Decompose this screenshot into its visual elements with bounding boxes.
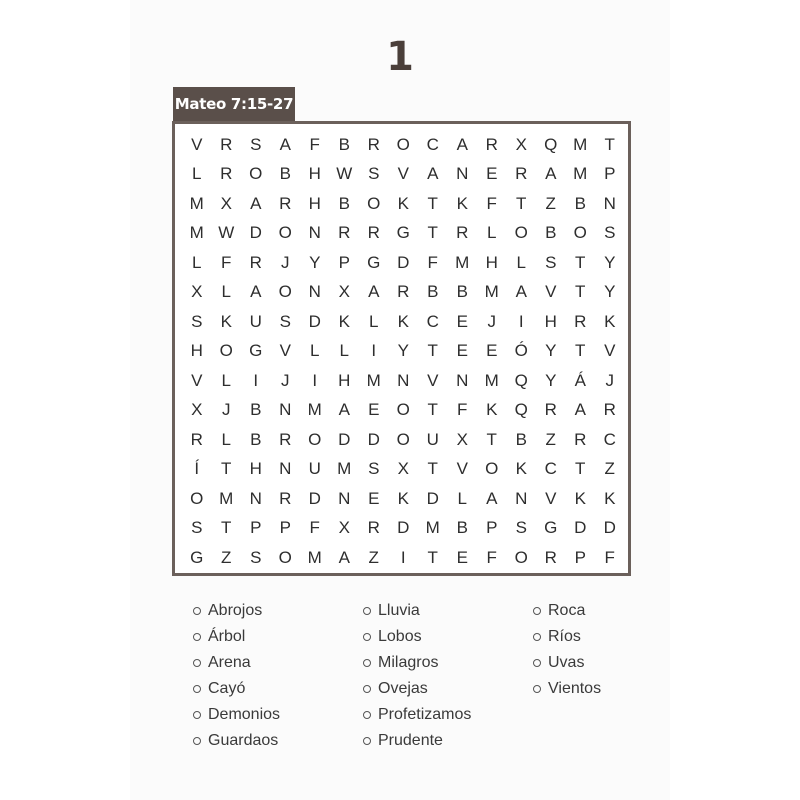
grid-letter[interactable]: R <box>574 311 587 331</box>
word-label: Uvas <box>548 654 585 671</box>
grid-letter[interactable]: O <box>278 282 292 302</box>
grid-letter[interactable]: L <box>192 164 202 184</box>
grid-letter[interactable]: U <box>426 429 439 449</box>
grid-letter[interactable]: A <box>486 488 498 508</box>
grid-letter[interactable]: T <box>575 459 586 479</box>
grid-letter[interactable]: C <box>603 429 616 449</box>
grid-letter[interactable]: O <box>396 429 410 449</box>
grid-letter[interactable]: A <box>279 134 291 154</box>
grid-letter[interactable]: U <box>308 459 321 479</box>
grid-letter[interactable]: J <box>487 311 496 331</box>
grid-letter[interactable]: I <box>253 370 259 390</box>
grid-letter[interactable]: M <box>189 193 204 213</box>
grid-letter[interactable]: P <box>486 518 498 538</box>
word-list <box>193 598 633 758</box>
checkbox-circle-icon[interactable] <box>193 607 201 615</box>
grid-letter[interactable]: Í <box>194 459 200 479</box>
grid-letter[interactable]: T <box>221 518 232 538</box>
grid-letter[interactable]: E <box>456 341 468 361</box>
grid-letter[interactable]: S <box>368 164 380 184</box>
grid-letter[interactable]: K <box>397 488 409 508</box>
grid-letter[interactable]: L <box>457 488 467 508</box>
grid-letter[interactable]: R <box>574 429 587 449</box>
word-label: Lluvia <box>378 602 420 619</box>
word-list-item <box>363 676 471 702</box>
grid-letter[interactable]: N <box>308 282 321 302</box>
word-label: Vientos <box>548 680 602 697</box>
grid-letter[interactable]: A <box>250 193 262 213</box>
grid-letter[interactable]: J <box>281 370 290 390</box>
grid-letter[interactable]: O <box>190 488 204 508</box>
grid-letter[interactable]: O <box>219 341 233 361</box>
grid-letter[interactable]: V <box>397 164 409 184</box>
grid-letter[interactable]: R <box>279 488 292 508</box>
word-list-item <box>533 650 601 676</box>
grid-letter[interactable]: E <box>486 341 498 361</box>
grid-letter[interactable]: Z <box>604 459 615 479</box>
grid-letter[interactable]: A <box>250 282 262 302</box>
grid-letter[interactable]: F <box>486 193 497 213</box>
grid-letter[interactable]: L <box>369 311 379 331</box>
word-list-item <box>193 650 280 676</box>
grid-letter[interactable]: O <box>573 223 587 243</box>
grid-letter[interactable]: R <box>279 429 292 449</box>
grid-letter[interactable]: M <box>425 518 440 538</box>
grid-letter[interactable]: K <box>574 488 586 508</box>
checkbox-circle-icon[interactable] <box>363 737 371 745</box>
grid-letter[interactable]: D <box>397 518 410 538</box>
word-list-item <box>193 702 280 728</box>
word-label: Milagros <box>378 654 439 671</box>
grid-letter[interactable]: B <box>456 282 468 302</box>
grid-letter[interactable]: T <box>604 134 615 154</box>
word-search-grid <box>182 130 625 573</box>
page-number: 1 <box>386 34 414 80</box>
grid-letter[interactable]: C <box>544 459 557 479</box>
grid-letter[interactable]: P <box>574 547 586 567</box>
checkbox-circle-icon[interactable] <box>533 633 541 641</box>
grid-letter[interactable]: G <box>249 341 263 361</box>
checkbox-circle-icon[interactable] <box>193 711 201 719</box>
grid-letter[interactable]: J <box>222 400 231 420</box>
grid-letter[interactable]: L <box>221 282 231 302</box>
word-label: Demonios <box>208 706 281 723</box>
grid-letter[interactable]: V <box>456 459 468 479</box>
grid-letter[interactable]: S <box>279 311 291 331</box>
grid-letter[interactable]: U <box>249 311 262 331</box>
grid-letter[interactable]: O <box>278 223 292 243</box>
word-list-item <box>363 728 471 754</box>
grid-letter[interactable]: M <box>307 547 322 567</box>
grid-letter[interactable]: R <box>515 164 528 184</box>
grid-letter[interactable]: B <box>279 164 291 184</box>
checkbox-circle-icon[interactable] <box>193 659 201 667</box>
grid-letter[interactable]: W <box>336 164 353 184</box>
checkbox-circle-icon[interactable] <box>193 633 201 641</box>
word-list-item <box>193 728 280 754</box>
grid-letter[interactable]: H <box>190 341 203 361</box>
word-label: Profetizamos <box>378 706 472 723</box>
grid-letter[interactable]: F <box>309 134 320 154</box>
grid-letter[interactable]: J <box>605 370 614 390</box>
grid-letter[interactable]: N <box>279 459 292 479</box>
grid-letter[interactable]: N <box>456 164 469 184</box>
grid-letter[interactable]: B <box>427 282 439 302</box>
grid-letter[interactable]: T <box>427 459 438 479</box>
grid-letter[interactable]: M <box>573 134 588 154</box>
grid-letter[interactable]: E <box>368 400 380 420</box>
grid-letter[interactable]: O <box>485 459 499 479</box>
checkbox-circle-icon[interactable] <box>533 659 541 667</box>
grid-letter[interactable]: B <box>545 223 557 243</box>
grid-letter[interactable]: H <box>308 164 321 184</box>
word-label: Lobos <box>378 628 422 645</box>
grid-letter[interactable]: K <box>486 400 498 420</box>
word-list-item <box>533 624 601 650</box>
grid-letter[interactable]: S <box>368 459 380 479</box>
checkbox-circle-icon[interactable] <box>363 685 371 693</box>
grid-letter[interactable]: Ó <box>514 341 528 361</box>
grid-letter[interactable]: M <box>307 400 322 420</box>
grid-letter[interactable]: F <box>221 252 232 272</box>
grid-letter[interactable]: R <box>397 282 410 302</box>
grid-letter[interactable]: Q <box>514 370 528 390</box>
grid-letter[interactable]: D <box>397 252 410 272</box>
checkbox-circle-icon[interactable] <box>363 633 371 641</box>
puzzle-title-tab: Mateo 7:15-27 <box>173 87 295 121</box>
grid-letter[interactable]: O <box>396 134 410 154</box>
grid-letter[interactable]: A <box>545 164 557 184</box>
grid-letter[interactable]: K <box>604 311 616 331</box>
grid-letter[interactable]: S <box>604 223 616 243</box>
grid-letter[interactable]: O <box>249 164 263 184</box>
grid-letter[interactable]: B <box>338 193 350 213</box>
word-column <box>533 598 601 702</box>
grid-letter[interactable]: K <box>604 488 616 508</box>
grid-letter[interactable]: N <box>249 488 262 508</box>
grid-letter[interactable]: R <box>220 164 233 184</box>
grid-letter[interactable]: Z <box>221 547 232 567</box>
grid-letter[interactable]: T <box>575 252 586 272</box>
grid-letter[interactable]: M <box>484 282 499 302</box>
checkbox-circle-icon[interactable] <box>533 607 541 615</box>
grid-letter[interactable]: R <box>544 547 557 567</box>
grid-letter[interactable]: B <box>338 134 350 154</box>
grid-letter[interactable]: D <box>574 518 587 538</box>
grid-letter[interactable]: E <box>456 547 468 567</box>
grid-letter[interactable]: O <box>514 547 528 567</box>
grid-letter[interactable]: Y <box>545 341 557 361</box>
grid-letter[interactable]: Y <box>604 282 616 302</box>
grid-letter[interactable]: S <box>250 547 262 567</box>
grid-letter[interactable]: S <box>191 311 203 331</box>
grid-letter[interactable]: S <box>545 252 557 272</box>
grid-letter[interactable]: J <box>281 252 290 272</box>
grid-letter[interactable]: O <box>514 223 528 243</box>
grid-letter[interactable]: H <box>485 252 498 272</box>
grid-letter[interactable]: G <box>367 252 381 272</box>
grid-letter[interactable]: R <box>544 400 557 420</box>
grid-letter[interactable]: A <box>515 282 527 302</box>
grid-letter[interactable]: H <box>308 193 321 213</box>
grid-letter[interactable]: L <box>516 252 526 272</box>
grid-letter[interactable]: T <box>221 459 232 479</box>
grid-letter[interactable]: T <box>486 429 497 449</box>
grid-letter[interactable]: L <box>192 252 202 272</box>
grid-letter[interactable]: R <box>220 134 233 154</box>
grid-letter[interactable]: D <box>367 429 380 449</box>
word-label: Cayó <box>208 680 246 697</box>
grid-letter[interactable]: R <box>367 134 380 154</box>
grid-letter[interactable]: R <box>338 223 351 243</box>
grid-letter[interactable]: A <box>368 282 380 302</box>
grid-letter[interactable]: N <box>456 370 469 390</box>
grid-letter[interactable]: D <box>426 488 439 508</box>
grid-letter[interactable]: S <box>515 518 527 538</box>
checkbox-circle-icon[interactable] <box>193 685 201 693</box>
grid-letter[interactable]: Z <box>368 547 379 567</box>
grid-letter[interactable]: A <box>338 400 350 420</box>
grid-letter[interactable]: M <box>366 370 381 390</box>
word-list-item <box>363 702 471 728</box>
grid-letter[interactable]: Y <box>397 341 409 361</box>
grid-letter[interactable]: S <box>250 134 262 154</box>
grid-letter[interactable]: L <box>221 370 231 390</box>
grid-letter[interactable]: D <box>249 223 262 243</box>
grid-letter[interactable]: B <box>515 429 527 449</box>
grid-letter[interactable]: W <box>218 223 235 243</box>
grid-letter[interactable]: H <box>544 311 557 331</box>
grid-letter[interactable]: X <box>515 134 527 154</box>
grid-letter[interactable]: Z <box>545 429 556 449</box>
grid-letter[interactable]: R <box>367 223 380 243</box>
grid-letter[interactable]: I <box>518 311 524 331</box>
word-list-item <box>193 624 280 650</box>
grid-letter[interactable]: B <box>456 518 468 538</box>
grid-letter[interactable]: V <box>427 370 439 390</box>
grid-letter[interactable]: R <box>190 429 203 449</box>
word-list-item <box>533 598 601 624</box>
word-label: Guardaos <box>208 732 279 749</box>
word-column <box>363 598 471 754</box>
grid-letter[interactable]: F <box>604 547 615 567</box>
grid-letter[interactable]: K <box>397 311 409 331</box>
word-list-item <box>193 676 280 702</box>
grid-letter[interactable]: N <box>603 193 616 213</box>
grid-letter[interactable]: L <box>310 341 320 361</box>
word-label: Ovejas <box>378 680 428 697</box>
grid-letter[interactable]: A <box>574 400 586 420</box>
grid-letter[interactable]: T <box>516 193 527 213</box>
grid-letter[interactable]: P <box>250 518 262 538</box>
grid-letter[interactable]: N <box>397 370 410 390</box>
grid-letter[interactable]: B <box>250 429 262 449</box>
grid-letter[interactable]: L <box>339 341 349 361</box>
grid-letter[interactable]: F <box>309 518 320 538</box>
grid-letter[interactable]: D <box>338 429 351 449</box>
grid-letter[interactable]: T <box>575 282 586 302</box>
grid-letter[interactable]: G <box>396 223 410 243</box>
grid-letter[interactable]: K <box>338 311 350 331</box>
grid-letter[interactable]: V <box>604 341 616 361</box>
grid-letter[interactable]: S <box>191 518 203 538</box>
grid-letter[interactable]: T <box>427 223 438 243</box>
grid-letter[interactable]: M <box>219 488 234 508</box>
grid-letter[interactable]: I <box>371 341 377 361</box>
grid-letter[interactable]: C <box>426 134 439 154</box>
grid-letter[interactable]: Y <box>604 252 616 272</box>
word-list-item <box>363 624 471 650</box>
grid-letter[interactable]: X <box>456 429 468 449</box>
word-list-item <box>193 598 280 624</box>
grid-letter[interactable]: V <box>279 341 291 361</box>
grid-letter[interactable]: O <box>396 400 410 420</box>
grid-letter[interactable]: T <box>575 341 586 361</box>
grid-letter[interactable]: N <box>279 400 292 420</box>
grid-letter[interactable]: M <box>189 223 204 243</box>
grid-letter[interactable]: F <box>486 547 497 567</box>
grid-letter[interactable]: K <box>397 193 409 213</box>
grid-letter[interactable]: K <box>220 311 232 331</box>
word-list-item <box>363 598 471 624</box>
grid-letter[interactable]: P <box>604 164 616 184</box>
word-label: Arena <box>208 654 251 671</box>
grid-letter[interactable]: Z <box>545 193 556 213</box>
grid-letter[interactable]: X <box>220 193 232 213</box>
grid-letter[interactable]: D <box>308 488 321 508</box>
grid-letter[interactable]: Y <box>309 252 321 272</box>
grid-letter[interactable]: Q <box>544 134 558 154</box>
checkbox-circle-icon[interactable] <box>193 737 201 745</box>
grid-letter[interactable]: L <box>221 429 231 449</box>
grid-letter[interactable]: N <box>338 488 351 508</box>
grid-letter[interactable]: R <box>279 193 292 213</box>
grid-letter[interactable]: X <box>338 282 350 302</box>
grid-letter[interactable]: R <box>485 134 498 154</box>
grid-letter[interactable]: I <box>400 547 406 567</box>
grid-letter[interactable]: L <box>487 223 497 243</box>
grid-letter[interactable]: R <box>456 223 469 243</box>
grid-letter[interactable]: P <box>338 252 350 272</box>
grid-letter[interactable]: V <box>545 488 557 508</box>
grid-letter[interactable]: O <box>278 547 292 567</box>
word-column <box>193 598 280 754</box>
grid-letter[interactable]: M <box>573 164 588 184</box>
grid-letter[interactable]: X <box>191 282 203 302</box>
grid-letter[interactable]: T <box>427 193 438 213</box>
grid-letter[interactable]: E <box>486 164 498 184</box>
grid-letter[interactable]: M <box>337 459 352 479</box>
grid-letter[interactable]: R <box>367 518 380 538</box>
grid-letter[interactable]: N <box>308 223 321 243</box>
grid-letter[interactable]: D <box>603 518 616 538</box>
grid-letter[interactable]: T <box>427 547 438 567</box>
grid-letter[interactable]: I <box>312 370 318 390</box>
grid-letter[interactable]: K <box>515 459 527 479</box>
grid-letter[interactable]: H <box>338 370 351 390</box>
grid-letter[interactable]: G <box>544 518 558 538</box>
grid-letter[interactable]: Q <box>514 400 528 420</box>
grid-letter[interactable]: Á <box>574 370 586 390</box>
word-label: Árbol <box>208 628 246 645</box>
grid-letter[interactable]: O <box>367 193 381 213</box>
grid-letter[interactable]: V <box>191 370 203 390</box>
word-label: Abrojos <box>208 602 263 619</box>
grid-letter[interactable]: O <box>308 429 322 449</box>
grid-letter[interactable]: X <box>397 459 409 479</box>
grid-letter[interactable]: M <box>484 370 499 390</box>
grid-letter[interactable]: P <box>279 518 291 538</box>
word-label: Prudente <box>378 732 443 749</box>
grid-letter[interactable]: T <box>427 400 438 420</box>
grid-letter[interactable]: E <box>368 488 380 508</box>
grid-letter[interactable]: A <box>338 547 350 567</box>
grid-letter[interactable]: H <box>249 459 262 479</box>
grid-letter[interactable]: A <box>427 164 439 184</box>
grid-letter[interactable]: A <box>456 134 468 154</box>
grid-letter[interactable]: D <box>308 311 321 331</box>
word-label: Ríos <box>548 628 581 645</box>
grid-letter[interactable]: Y <box>545 370 557 390</box>
grid-letter[interactable]: B <box>250 400 262 420</box>
grid-letter[interactable]: V <box>191 134 203 154</box>
grid-letter[interactable]: T <box>427 341 438 361</box>
checkbox-circle-icon[interactable] <box>363 659 371 667</box>
grid-letter[interactable]: K <box>456 193 468 213</box>
checkbox-circle-icon[interactable] <box>533 685 541 693</box>
grid-letter[interactable]: N <box>515 488 528 508</box>
grid-letter[interactable]: R <box>249 252 262 272</box>
grid-letter[interactable]: B <box>574 193 586 213</box>
grid-letter[interactable]: E <box>456 311 468 331</box>
checkbox-circle-icon[interactable] <box>363 711 371 719</box>
word-label: Roca <box>548 602 586 619</box>
grid-letter[interactable]: F <box>457 400 468 420</box>
grid-letter[interactable]: M <box>455 252 470 272</box>
grid-letter[interactable]: F <box>427 252 438 272</box>
word-list-item <box>363 650 471 676</box>
grid-letter[interactable]: X <box>338 518 350 538</box>
checkbox-circle-icon[interactable] <box>363 607 371 615</box>
grid-letter[interactable]: V <box>545 282 557 302</box>
grid-letter[interactable]: X <box>191 400 203 420</box>
grid-letter[interactable]: G <box>190 547 204 567</box>
grid-letter[interactable]: R <box>603 400 616 420</box>
grid-letter[interactable]: C <box>426 311 439 331</box>
word-search-frame <box>172 121 631 576</box>
word-list-item <box>533 676 601 702</box>
